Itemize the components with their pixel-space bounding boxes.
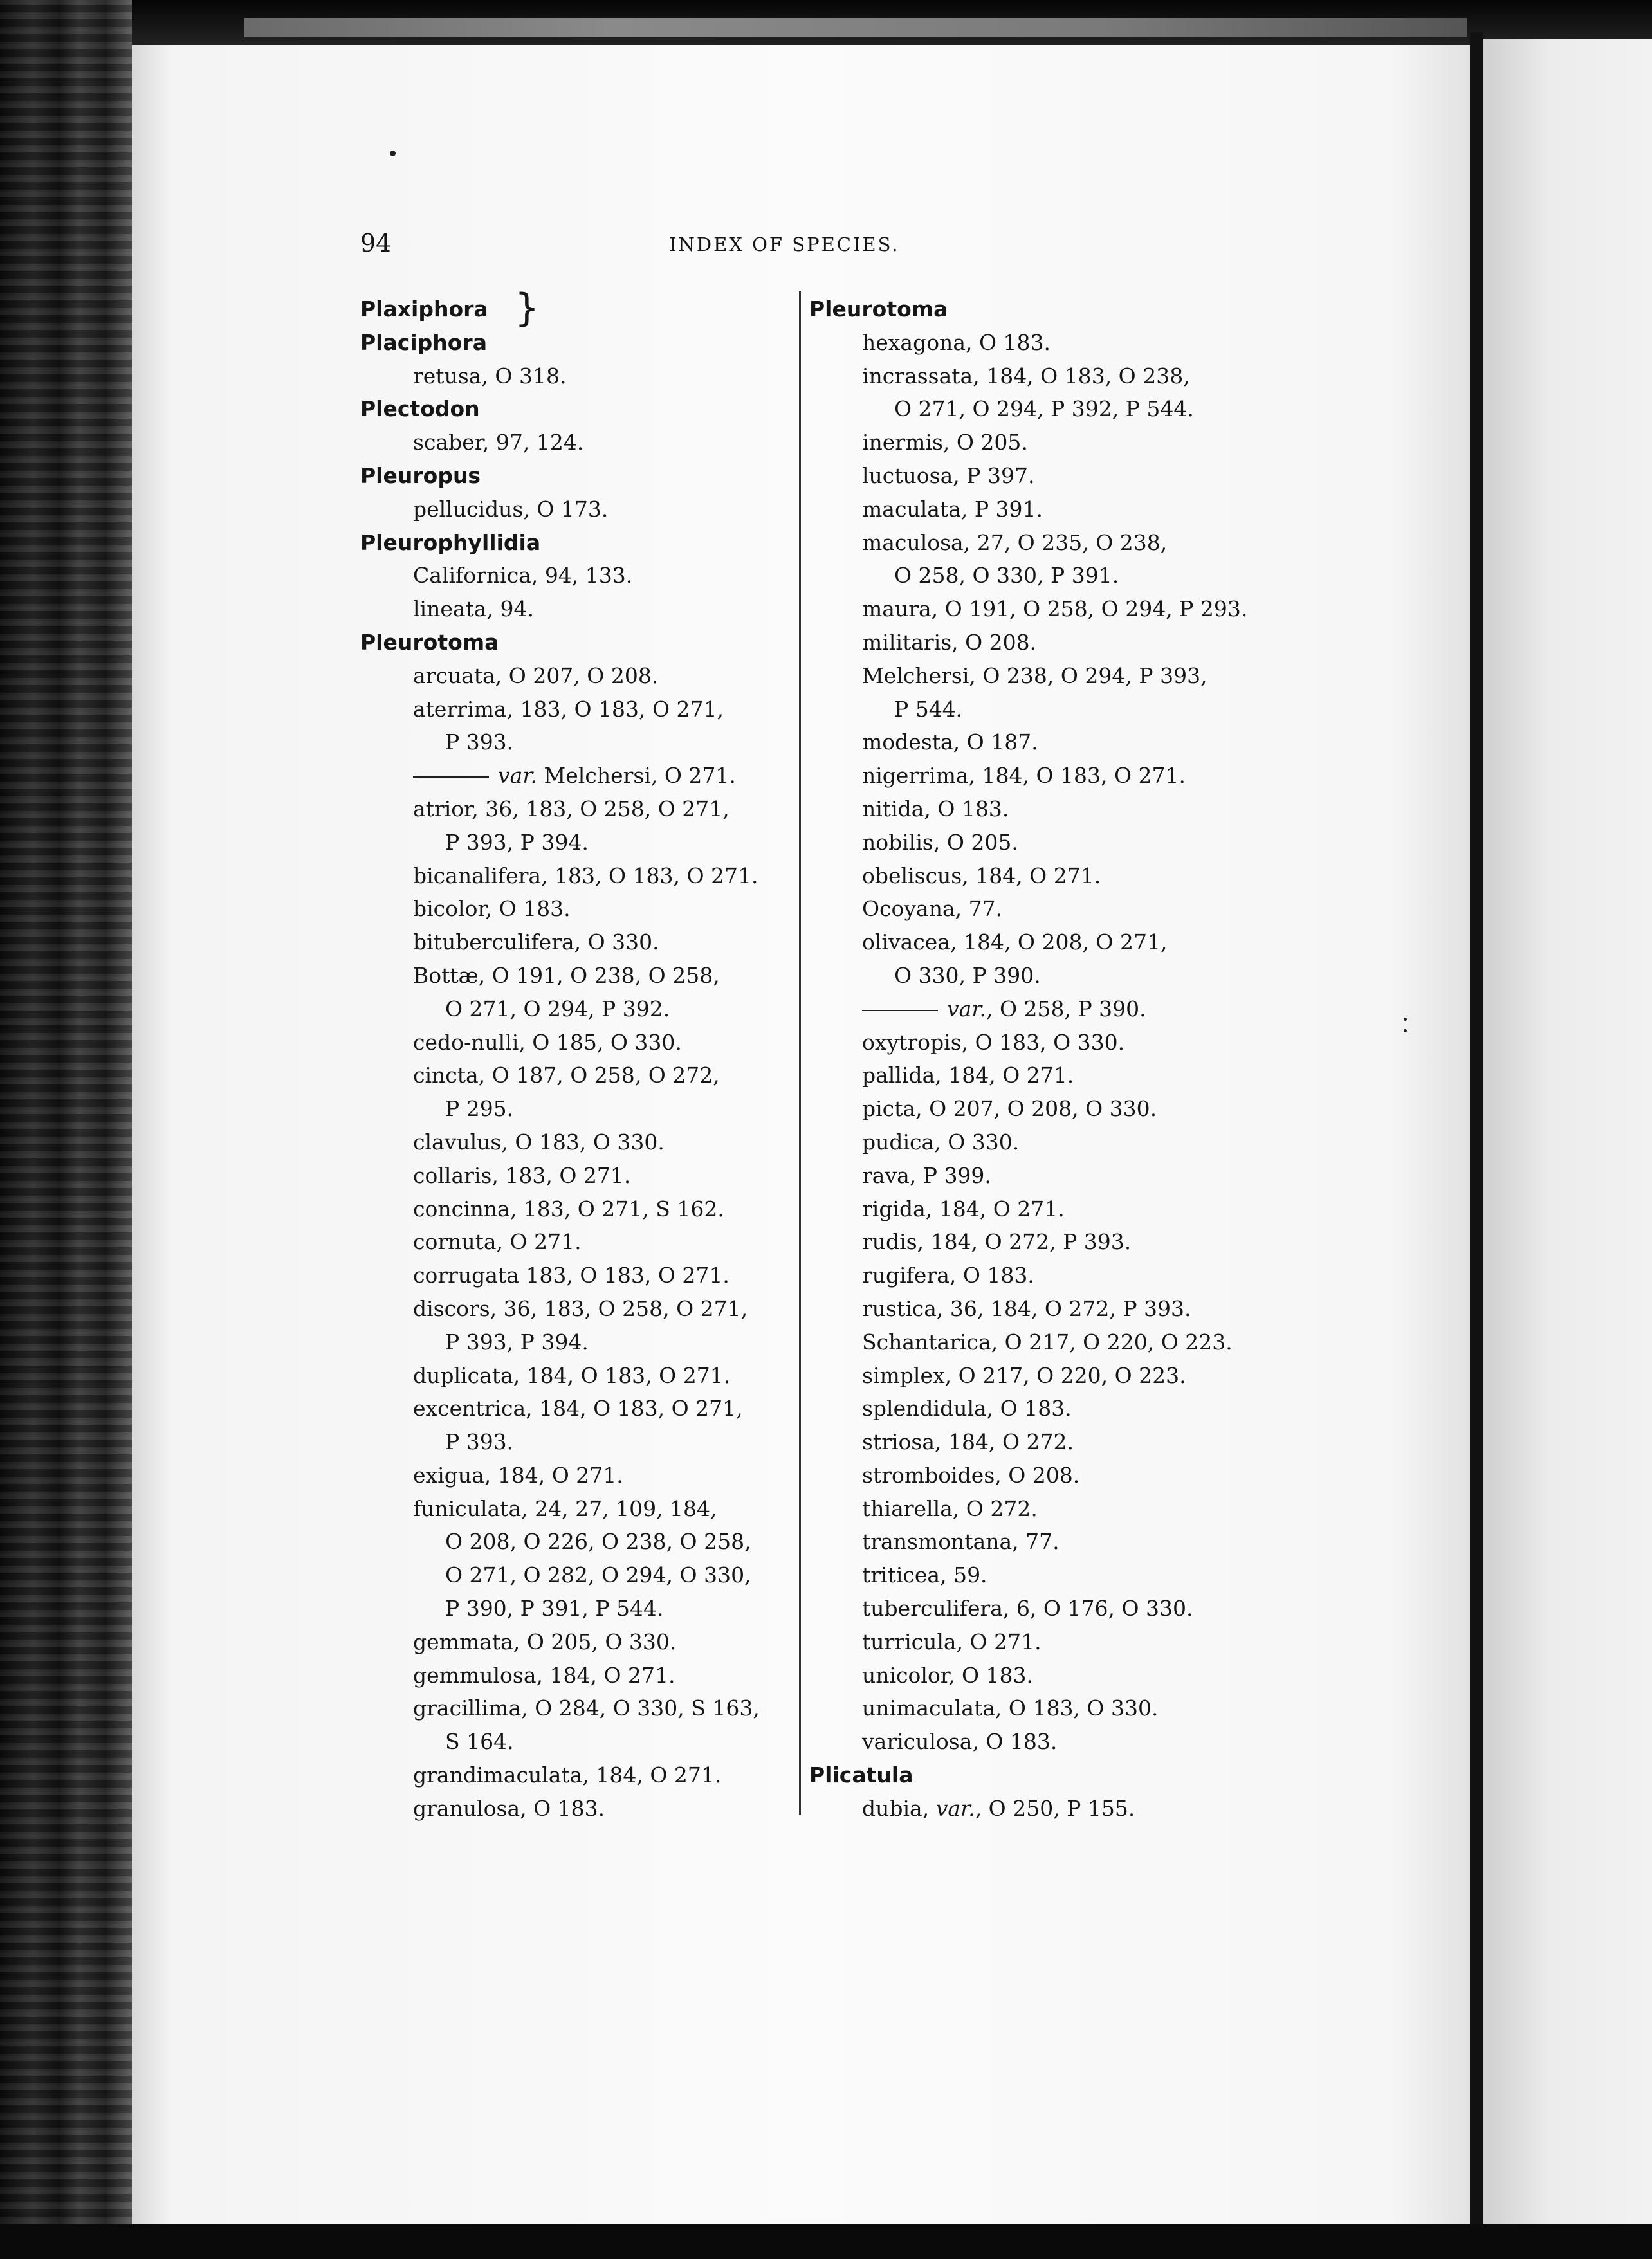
species-text: rustica, 36, 184, O 272, P 393. <box>862 1295 1191 1321</box>
entry-continuation <box>360 1425 798 1459</box>
species-entry <box>360 959 798 992</box>
continuation-text: O 208, O 226, O 238, O 258, <box>445 1529 751 1555</box>
continuation-text: O 330, P 390. <box>894 962 1041 988</box>
species-entry <box>809 1625 1298 1659</box>
species-text: obeliscus, 184, O 271. <box>862 863 1101 888</box>
genus-heading <box>360 326 798 360</box>
entry-continuation <box>809 959 1298 992</box>
species-text: cincta, O 187, O 258, O 272, <box>413 1063 720 1088</box>
species-entry <box>809 1326 1298 1359</box>
species-text: unimaculata, O 183, O 330. <box>862 1696 1159 1721</box>
column-rule <box>799 291 801 1815</box>
species-text: corrugata 183, O 183, O 271. <box>413 1263 730 1288</box>
species-entry <box>360 1259 798 1292</box>
species-text: Bottæ, O 191, O 238, O 258, <box>413 962 720 988</box>
species-entry <box>809 1259 1298 1292</box>
species-entry <box>360 360 798 393</box>
species-text: pallida, 184, O 271. <box>862 1063 1074 1088</box>
species-text: arcuata, O 207, O 208. <box>413 663 659 688</box>
species-text: maculosa, 27, O 235, O 238, <box>862 529 1168 555</box>
species-text: inermis, O 205. <box>862 430 1028 455</box>
species-text: duplicata, 184, O 183, O 271. <box>413 1362 731 1388</box>
entry-continuation <box>809 559 1298 592</box>
variety-label: var. <box>935 1795 975 1821</box>
species-text: cornuta, O 271. <box>413 1229 582 1255</box>
species-entry <box>809 759 1298 792</box>
species-text: , O 250, P 155. <box>975 1795 1135 1821</box>
species-entry <box>809 1659 1298 1692</box>
species-text: variculosa, O 183. <box>862 1729 1058 1755</box>
species-text: triticea, 59. <box>862 1562 987 1588</box>
entry-continuation <box>360 1592 798 1625</box>
continuation-text: O 271, O 282, O 294, O 330, <box>445 1562 751 1588</box>
entry-continuation <box>360 826 798 859</box>
species-entry <box>360 1059 798 1092</box>
species-text: simplex, O 217, O 220, O 223. <box>862 1362 1186 1388</box>
continuation-text: S 164. <box>445 1729 514 1755</box>
species-entry <box>809 1559 1298 1592</box>
entry-continuation <box>360 1092 798 1126</box>
species-entry <box>360 1359 798 1393</box>
species-entry <box>809 726 1298 759</box>
species-entry <box>809 1725 1298 1759</box>
species-entry <box>360 1392 798 1425</box>
species-entry <box>360 1225 798 1259</box>
species-entry <box>809 1425 1298 1459</box>
species-text: dubia, <box>862 1795 936 1821</box>
species-text: gemmulosa, 184, O 271. <box>413 1662 675 1688</box>
facing-page-edge <box>1483 39 1652 2245</box>
genus-heading <box>360 526 798 560</box>
species-entry <box>360 859 798 893</box>
species-text: Ocoyana, 77. <box>862 896 1003 922</box>
species-entry <box>360 659 798 693</box>
species-text: olivacea, 184, O 208, O 271, <box>862 929 1168 955</box>
species-text: militaris, O 208. <box>862 629 1037 655</box>
species-entry <box>809 526 1298 560</box>
variety-label: var. <box>947 996 986 1021</box>
species-text: collaris, 183, O 271. <box>413 1162 631 1188</box>
species-text: luctuosa, P 397. <box>862 462 1035 488</box>
species-entry <box>809 1692 1298 1725</box>
genus-name: Pleurotoma <box>360 629 499 655</box>
genus-heading <box>809 1759 1298 1792</box>
species-entry <box>809 859 1298 893</box>
species-entry <box>809 1359 1298 1393</box>
species-text: pudica, O 330. <box>862 1129 1020 1155</box>
species-text: picta, O 207, O 208, O 330. <box>862 1096 1157 1122</box>
species-entry <box>809 459 1298 493</box>
species-entry <box>809 1292 1298 1326</box>
species-entry <box>809 1126 1298 1159</box>
variety-text: , O 258, P 390. <box>986 996 1146 1021</box>
species-entry <box>360 559 798 592</box>
running-head: INDEX OF SPECIES. <box>669 233 900 255</box>
species-entry <box>360 1625 798 1659</box>
species-entry <box>809 426 1298 459</box>
species-entry <box>360 1126 798 1159</box>
species-entry <box>809 1492 1298 1526</box>
book-spine-shadow <box>0 0 132 2259</box>
genus-heading <box>360 392 798 426</box>
species-text: bicanalifera, 183, O 183, O 271. <box>413 863 758 888</box>
species-entry <box>360 592 798 626</box>
entry-continuation <box>360 726 798 759</box>
continuation-text: O 258, O 330, P 391. <box>894 563 1119 589</box>
species-entry <box>809 1159 1298 1193</box>
species-entry <box>360 1292 798 1326</box>
species-text: Schantarica, O 217, O 220, O 223. <box>862 1329 1233 1355</box>
species-text: rava, P 399. <box>862 1162 991 1188</box>
species-entry <box>809 1792 1298 1825</box>
genus-name: Pleuropus <box>360 462 481 488</box>
species-text: unicolor, O 183. <box>862 1662 1033 1688</box>
entry-continuation <box>360 1326 798 1359</box>
genus-name: Plaxiphora <box>360 297 488 322</box>
genus-heading <box>360 459 798 493</box>
entry-continuation <box>360 1525 798 1559</box>
species-entry <box>809 360 1298 393</box>
species-entry <box>360 1193 798 1226</box>
species-text: stromboides, O 208. <box>862 1462 1080 1488</box>
species-text: exigua, 184, O 271. <box>413 1462 623 1488</box>
species-entry <box>809 1592 1298 1625</box>
species-text: cedo-nulli, O 185, O 330. <box>413 1029 682 1055</box>
species-text: transmontana, 77. <box>862 1529 1060 1555</box>
species-text: modesta, O 187. <box>862 729 1038 755</box>
species-text: retusa, O 318. <box>413 363 567 389</box>
species-text: rigida, 184, O 271. <box>862 1196 1065 1221</box>
species-text: grandimaculata, 184, O 271. <box>413 1762 722 1788</box>
species-text: nitida, O 183. <box>862 796 1009 821</box>
species-text: discors, 36, 183, O 258, O 271, <box>413 1295 748 1321</box>
continuation-text: P 390, P 391, P 544. <box>445 1596 664 1622</box>
species-entry <box>360 426 798 459</box>
species-entry <box>809 626 1298 659</box>
species-entry <box>809 792 1298 826</box>
variety-label: var. <box>498 763 537 789</box>
variety-entry <box>809 992 1298 1026</box>
species-entry <box>809 892 1298 926</box>
species-entry <box>809 659 1298 693</box>
species-text: pellucidus, O 173. <box>413 496 609 522</box>
page-number: 94 <box>360 229 392 257</box>
species-text: maculata, P 391. <box>862 496 1043 522</box>
entry-continuation <box>809 392 1298 426</box>
species-entry <box>360 1492 798 1526</box>
species-text: maura, O 191, O 258, O 294, P 293. <box>862 596 1248 622</box>
right-column <box>809 293 1298 1825</box>
ink-speck <box>1404 1018 1407 1021</box>
entry-continuation <box>360 1559 798 1592</box>
species-entry <box>360 1692 798 1725</box>
variety-text: Melchersi, O 271. <box>544 763 736 789</box>
continuation-text: P 295. <box>445 1096 514 1122</box>
species-entry <box>360 1159 798 1193</box>
species-text: oxytropis, O 183, O 330. <box>862 1029 1125 1055</box>
species-entry <box>809 1193 1298 1226</box>
ink-speck <box>1404 1029 1407 1032</box>
genus-heading <box>360 626 798 659</box>
species-text: rugifera, O 183. <box>862 1263 1034 1288</box>
species-text: bicolor, O 183. <box>413 896 571 922</box>
species-text: hexagona, O 183. <box>862 329 1051 355</box>
continuation-text: P 393. <box>445 1429 514 1455</box>
species-entry <box>809 1459 1298 1492</box>
left-column <box>360 286 798 1825</box>
species-entry <box>809 1225 1298 1259</box>
species-entry <box>360 892 798 926</box>
continuation-text: P 393, P 394. <box>445 829 589 855</box>
species-entry <box>809 493 1298 526</box>
species-text: scaber, 97, 124. <box>413 430 584 455</box>
entry-continuation <box>360 992 798 1026</box>
variety-entry <box>360 759 798 792</box>
page-gutter <box>1470 32 1483 2245</box>
species-entry <box>360 792 798 826</box>
scan-top-bar <box>244 18 1467 37</box>
scan-bottom-border <box>0 2224 1652 2259</box>
species-text: excentrica, 184, O 183, O 271, <box>413 1396 743 1422</box>
species-entry <box>809 1525 1298 1559</box>
continuation-text: P 393. <box>445 729 514 755</box>
species-text: striosa, 184, O 272. <box>862 1429 1074 1455</box>
species-text: rudis, 184, O 272, P 393. <box>862 1229 1132 1255</box>
species-text: atrior, 36, 183, O 258, O 271, <box>413 796 730 821</box>
genus-name: Plectodon <box>360 396 480 422</box>
species-entry <box>809 826 1298 859</box>
continuation-text: O 271, O 294, P 392. <box>445 996 670 1021</box>
continuation-text: P 544. <box>894 696 963 722</box>
species-text: bituberculifera, O 330. <box>413 929 659 955</box>
species-text: turricula, O 271. <box>862 1629 1042 1654</box>
genus-name: Pleurotoma <box>809 297 948 322</box>
species-text: lineata, 94. <box>413 596 534 622</box>
species-entry <box>809 592 1298 626</box>
species-entry <box>809 1026 1298 1059</box>
species-entry <box>360 1659 798 1692</box>
species-entry <box>360 1792 798 1825</box>
species-entry <box>360 926 798 959</box>
species-text: nobilis, O 205. <box>862 829 1018 855</box>
species-text: granulosa, O 183. <box>413 1795 605 1821</box>
continuation-text: P 393, P 394. <box>445 1329 589 1355</box>
species-entry <box>360 1026 798 1059</box>
genus-name: Placiphora <box>360 329 487 355</box>
genus-name: Pleurophyllidia <box>360 529 541 555</box>
species-text: clavulus, O 183, O 330. <box>413 1129 665 1155</box>
species-text: gemmata, O 205, O 330. <box>413 1629 677 1654</box>
species-entry <box>360 493 798 526</box>
species-text: incrassata, 184, O 183, O 238, <box>862 363 1190 389</box>
species-text: splendidula, O 183. <box>862 1396 1072 1422</box>
genus-heading <box>360 286 798 331</box>
species-text: Californica, 94, 133. <box>413 563 633 589</box>
species-entry <box>360 1459 798 1492</box>
species-entry <box>809 1059 1298 1092</box>
entry-continuation <box>360 1725 798 1759</box>
species-text: concinna, 183, O 271, S 162. <box>413 1196 724 1221</box>
species-entry <box>809 1392 1298 1425</box>
species-text: gracillima, O 284, O 330, S 163, <box>413 1696 760 1721</box>
species-entry <box>809 926 1298 959</box>
genus-name: Plicatula <box>809 1762 913 1788</box>
continuation-text: O 271, O 294, P 392, P 544. <box>894 396 1194 422</box>
ditto-dash <box>413 776 489 778</box>
species-entry <box>360 1759 798 1792</box>
ink-speck <box>390 151 396 156</box>
species-text: nigerrima, 184, O 183, O 271. <box>862 763 1186 789</box>
species-text: Melchersi, O 238, O 294, P 393, <box>862 663 1207 688</box>
species-entry <box>360 693 798 726</box>
species-text: aterrima, 183, O 183, O 271, <box>413 696 724 722</box>
species-entry <box>809 326 1298 360</box>
species-text: thiarella, O 272. <box>862 1495 1038 1521</box>
ditto-dash <box>862 1010 938 1011</box>
species-text: tuberculifera, 6, O 176, O 330. <box>862 1596 1193 1622</box>
synonym-brace: } <box>515 286 540 331</box>
species-text: funiculata, 24, 27, 109, 184, <box>413 1495 717 1521</box>
species-entry <box>809 1092 1298 1126</box>
entry-continuation <box>809 693 1298 726</box>
genus-heading <box>809 293 1298 326</box>
